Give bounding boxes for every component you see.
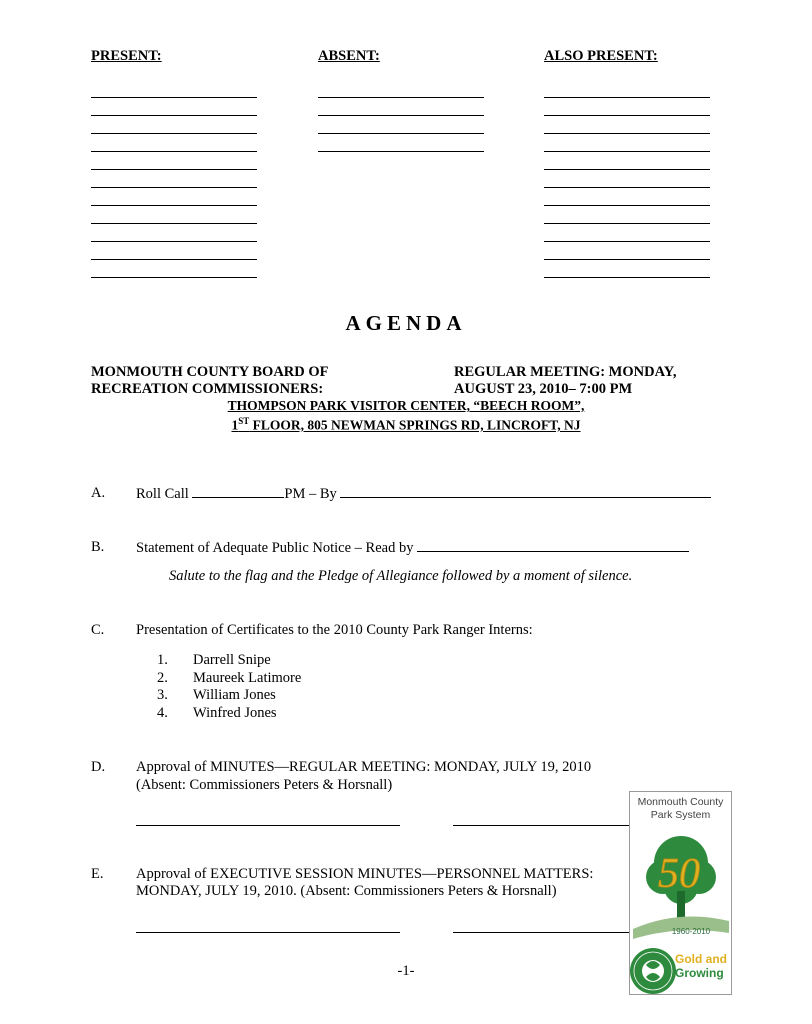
present-line[interactable] xyxy=(91,115,257,116)
absent-label: ABSENT: xyxy=(318,48,380,64)
also-present-line[interactable] xyxy=(544,277,710,278)
present-line[interactable] xyxy=(91,133,257,134)
list-item: 3. William Jones xyxy=(157,687,276,703)
also-present-label: ALSO PRESENT: xyxy=(544,48,658,64)
item-d-line2: (Absent: Commissioners Peters & Horsnall) xyxy=(136,777,393,793)
seal-text: MONMOUTH COUNTY PARK SYSTEM NEW JERSEY xyxy=(621,997,685,1000)
also-present-line[interactable] xyxy=(544,205,710,206)
also-present-line[interactable] xyxy=(544,259,710,260)
motion-line[interactable] xyxy=(136,825,400,826)
item-b-letter: B. xyxy=(91,539,105,555)
meeting-type-line1: REGULAR MEETING: MONDAY, xyxy=(454,364,677,380)
roll-call-time-field[interactable] xyxy=(192,485,284,498)
logo-line2: Park System xyxy=(650,809,711,821)
park-system-logo xyxy=(621,791,732,1000)
present-line[interactable] xyxy=(91,151,257,152)
list-item: 2. Maureek Latimore xyxy=(157,669,302,686)
location-line1: THOMPSON PARK VISITOR CENTER, “BEECH ROOM”, xyxy=(227,398,585,413)
item-e-letter: E. xyxy=(91,866,104,882)
list-item: 4. Winfred Jones xyxy=(157,704,277,721)
page-number: -1- xyxy=(397,963,415,979)
intern-list xyxy=(157,652,301,722)
present-line[interactable] xyxy=(91,187,257,188)
also-present-line[interactable] xyxy=(544,241,710,242)
present-line[interactable] xyxy=(91,97,257,98)
tagline-gold: Gold and xyxy=(675,952,727,966)
anniversary-number: 50 xyxy=(658,851,700,897)
also-present-line[interactable] xyxy=(544,223,710,224)
also-present-line[interactable] xyxy=(544,187,710,188)
board-name-line1: MONMOUTH COUNTY BOARD OF xyxy=(91,364,329,380)
item-c-letter: C. xyxy=(91,622,105,638)
also-present-line[interactable] xyxy=(544,115,710,116)
absent-line[interactable] xyxy=(318,115,484,116)
notice-label: Statement of Adequate Public Notice – Read by xyxy=(136,540,418,556)
present-line[interactable] xyxy=(91,277,257,278)
item-a-roll-call xyxy=(136,485,711,503)
location-line2 xyxy=(0,416,812,434)
floor-suffix: ST xyxy=(238,416,250,426)
also-present-line[interactable] xyxy=(544,133,710,134)
item-b-notice xyxy=(136,539,689,557)
roll-call-label: Roll Call xyxy=(136,486,193,502)
absent-line[interactable] xyxy=(318,133,484,134)
roll-call-by-field[interactable] xyxy=(340,485,711,498)
also-present-line[interactable] xyxy=(544,169,710,170)
item-e-line2: MONDAY, JULY 19, 2010. (Absent: Commissioners Peters & Horsnall) xyxy=(136,883,557,899)
salute-text: Salute to the flag and the Pledge of Allegiance followed by a moment of silence. xyxy=(169,568,633,584)
item-c-text: Presentation of Certificates to the 2010 County Park Ranger Interns: xyxy=(136,622,533,638)
list-item: 1. Darrell Snipe xyxy=(157,652,271,668)
item-e-line1: Approval of EXECUTIVE SESSION MINUTES—PERSONNEL MATTERS: xyxy=(136,866,594,882)
also-present-line[interactable] xyxy=(544,97,710,98)
board-name-line2: RECREATION COMMISSIONERS: xyxy=(91,381,324,397)
present-line[interactable] xyxy=(91,205,257,206)
item-a-letter: A. xyxy=(91,485,106,501)
present-label: PRESENT: xyxy=(91,48,162,64)
logo-graphic xyxy=(621,791,732,1000)
address: FLOOR, 805 NEWMAN SPRINGS RD, LINCROFT, NJ xyxy=(249,417,581,433)
absent-line[interactable] xyxy=(318,97,484,98)
item-d-letter: D. xyxy=(91,759,106,775)
logo-years: 1960-2010 xyxy=(671,927,711,936)
logo-line1: Monmouth County xyxy=(637,796,724,808)
roll-call-by-label: PM – By xyxy=(284,486,341,502)
tagline-growing: Growing xyxy=(675,966,724,980)
present-line[interactable] xyxy=(91,223,257,224)
present-line[interactable] xyxy=(91,259,257,260)
meeting-date-line2: AUGUST 23, 2010– 7:00 PM xyxy=(454,381,633,397)
notice-read-by-field[interactable] xyxy=(417,539,689,552)
present-line[interactable] xyxy=(91,241,257,242)
present-line[interactable] xyxy=(91,169,257,170)
agenda-title: AGENDA xyxy=(345,311,467,335)
item-d-line1: Approval of MINUTES—REGULAR MEETING: MONDAY, JULY 19, 2010 xyxy=(136,759,592,775)
absent-line[interactable] xyxy=(318,151,484,152)
floor-number: 1 xyxy=(231,417,239,433)
also-present-line[interactable] xyxy=(544,151,710,152)
motion-line[interactable] xyxy=(136,932,400,933)
